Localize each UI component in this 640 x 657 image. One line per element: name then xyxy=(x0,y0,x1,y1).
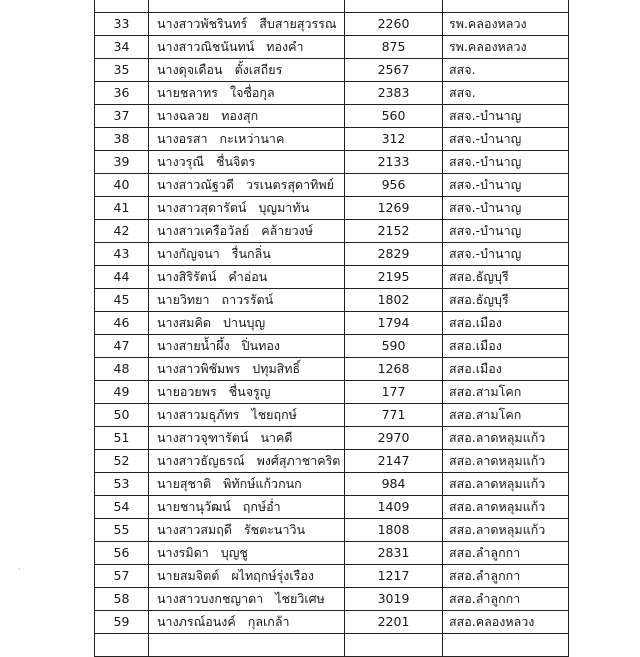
office-cell: สสจ.-บำนาญ xyxy=(443,174,569,197)
given-name: นางสาวจุฑารัตน์ xyxy=(157,430,249,445)
person-name-cell xyxy=(149,634,345,657)
surname: ชื่นจรูญ xyxy=(228,384,271,399)
given-name: นายชลาทร xyxy=(157,85,219,100)
member-id-cell: 2133 xyxy=(345,151,443,174)
office-cell: สสจ.-บำนาญ xyxy=(443,128,569,151)
table-row xyxy=(95,243,569,266)
given-name: นางสมคิด xyxy=(157,315,212,330)
member-id-cell: 2260 xyxy=(345,13,443,36)
office-cell: สสจ. xyxy=(443,59,569,82)
person-name-cell xyxy=(149,542,345,565)
person-name-cell xyxy=(149,220,345,243)
surname: ตั้งเสถียร xyxy=(234,62,283,77)
table-row xyxy=(95,289,569,312)
member-id-cell xyxy=(345,634,443,657)
given-name: นางสาวณัฐวดี xyxy=(157,177,234,192)
office-cell xyxy=(443,634,569,657)
row-number-cell: 40 xyxy=(95,174,149,197)
surname: ไชยฤกษ์ xyxy=(251,407,297,422)
given-name: นางสาวพัชรินทร์ xyxy=(157,16,248,31)
table-row xyxy=(95,36,569,59)
person-name-cell xyxy=(149,496,345,519)
surname: คล้ายวงษ์ xyxy=(261,223,313,238)
surname: บุญชู xyxy=(220,545,248,560)
office-cell: สสจ.-บำนาญ xyxy=(443,105,569,128)
row-number-cell: 59 xyxy=(95,611,149,634)
given-name: นางสาวธัญธรณ์ xyxy=(157,453,245,468)
row-number-cell: 38 xyxy=(95,128,149,151)
member-id-cell: 2147 xyxy=(345,450,443,473)
surname: พงศ์สุภาชาคริต xyxy=(256,453,341,468)
person-name-cell xyxy=(149,266,345,289)
table-row xyxy=(95,197,569,220)
member-id-cell: 312 xyxy=(345,128,443,151)
person-name-cell xyxy=(149,82,345,105)
row-number-cell: 50 xyxy=(95,404,149,427)
row-number-cell: 49 xyxy=(95,381,149,404)
row-number-cell: 43 xyxy=(95,243,149,266)
table-row xyxy=(95,13,569,36)
surname: ปิ่นทอง xyxy=(241,338,280,353)
given-name: นายวิทยา xyxy=(157,292,210,307)
person-name-cell xyxy=(149,151,345,174)
surname: ถาวรรัตน์ xyxy=(221,292,274,307)
surname: คำอ่อน xyxy=(228,269,268,284)
member-id-cell: 2201 xyxy=(345,611,443,634)
person-name-cell xyxy=(149,404,345,427)
row-number-cell: 45 xyxy=(95,289,149,312)
surname: ฤกษ์อ่ำ xyxy=(242,499,281,514)
surname: ทองคำ xyxy=(266,39,304,54)
given-name: นางรมิดา xyxy=(157,545,209,560)
scan-speck: · xyxy=(18,565,21,574)
row-number-cell: 44 xyxy=(95,266,149,289)
table-row xyxy=(95,59,569,82)
surname: ไชยวิเศษ xyxy=(275,591,325,606)
person-name-cell xyxy=(149,565,345,588)
office-cell xyxy=(443,0,569,13)
office-cell: สสจ.-บำนาญ xyxy=(443,151,569,174)
surname: ชื่นจิตร xyxy=(216,154,256,169)
person-name-cell xyxy=(149,174,345,197)
given-name: นางสาวสมฤดี xyxy=(157,522,232,537)
office-cell: สสจ.-บำนาญ xyxy=(443,197,569,220)
surname: รื่นกลิ่น xyxy=(231,246,271,261)
row-number-cell: 55 xyxy=(95,519,149,542)
person-name-cell xyxy=(149,36,345,59)
office-cell: สสอ.ลาดหลุมแก้ว xyxy=(443,496,569,519)
person-name-cell xyxy=(149,128,345,151)
member-id-cell: 2567 xyxy=(345,59,443,82)
member-id-cell: 590 xyxy=(345,335,443,358)
row-number-cell: 57 xyxy=(95,565,149,588)
row-number-cell: 37 xyxy=(95,105,149,128)
table-row xyxy=(95,404,569,427)
given-name: นางสาวสุดารัตน์ xyxy=(157,200,247,215)
table-row xyxy=(95,151,569,174)
office-cell: สสอ.ลำลูกกา xyxy=(443,565,569,588)
person-name-cell xyxy=(149,427,345,450)
table-body xyxy=(95,0,569,657)
person-name-cell xyxy=(149,105,345,128)
person-name-cell xyxy=(149,289,345,312)
office-cell: สสอ.สามโคก xyxy=(443,404,569,427)
office-cell: สสอ.ลาดหลุมแก้ว xyxy=(443,473,569,496)
surname: ใจซื่อกุล xyxy=(230,85,275,100)
row-number-cell: 42 xyxy=(95,220,149,243)
staff-list-table xyxy=(94,0,569,657)
office-cell: สสอ.เมือง xyxy=(443,335,569,358)
given-name: นางอรสา xyxy=(157,131,208,146)
member-id-cell: 1268 xyxy=(345,358,443,381)
member-id-cell: 771 xyxy=(345,404,443,427)
row-number-cell: 36 xyxy=(95,82,149,105)
table-row xyxy=(95,220,569,243)
office-cell: รพ.คลองหลวง xyxy=(443,36,569,59)
row-number-cell: 35 xyxy=(95,59,149,82)
table-row xyxy=(95,335,569,358)
office-cell: สสจ.-บำนาญ xyxy=(443,220,569,243)
person-name-cell xyxy=(149,473,345,496)
given-name: นายสุชาติ xyxy=(157,476,212,491)
given-name: นางสาวบงกชญาดา xyxy=(157,591,264,606)
row-number-cell: 58 xyxy=(95,588,149,611)
table-row xyxy=(95,634,569,657)
office-cell: สสอ.ลาดหลุมแก้ว xyxy=(443,427,569,450)
row-number-cell: 33 xyxy=(95,13,149,36)
table-row xyxy=(95,496,569,519)
row-number-cell: 39 xyxy=(95,151,149,174)
row-number-cell: 53 xyxy=(95,473,149,496)
surname: กะเหว่านาค xyxy=(219,131,285,146)
given-name: นายสมจิตต์ xyxy=(157,568,220,583)
given-name: นางสิริรัตน์ xyxy=(157,269,217,284)
office-cell: สสอ.ลาดหลุมแก้ว xyxy=(443,450,569,473)
person-name-cell xyxy=(149,13,345,36)
member-id-cell: 875 xyxy=(345,36,443,59)
person-name-cell xyxy=(149,59,345,82)
member-id-cell: 560 xyxy=(345,105,443,128)
table-row xyxy=(95,381,569,404)
table-row xyxy=(95,266,569,289)
member-id-cell: 2383 xyxy=(345,82,443,105)
member-id-cell: 984 xyxy=(345,473,443,496)
row-number-cell: 51 xyxy=(95,427,149,450)
table-row xyxy=(95,519,569,542)
person-name-cell xyxy=(149,358,345,381)
given-name: นางสาวเครือวัลย์ xyxy=(157,223,250,238)
member-id-cell: 2970 xyxy=(345,427,443,450)
table-row xyxy=(95,611,569,634)
row-number-cell xyxy=(95,0,149,13)
office-cell: สสอ.ลำลูกกา xyxy=(443,542,569,565)
surname: ปทุมสิทธิ์ xyxy=(252,361,301,376)
table-row xyxy=(95,105,569,128)
person-name-cell xyxy=(149,611,345,634)
table-row xyxy=(95,174,569,197)
table-row xyxy=(95,0,569,13)
table-row xyxy=(95,588,569,611)
table-row xyxy=(95,542,569,565)
person-name-cell xyxy=(149,588,345,611)
member-id-cell: 2829 xyxy=(345,243,443,266)
given-name: นางสาวพิชัมพร xyxy=(157,361,241,376)
member-id-cell: 956 xyxy=(345,174,443,197)
office-cell: สสจ. xyxy=(443,82,569,105)
surname: วรเนตรสุดาทิพย์ xyxy=(245,177,334,192)
person-name-cell xyxy=(149,0,345,13)
member-id-cell: 1794 xyxy=(345,312,443,335)
row-number-cell: 52 xyxy=(95,450,149,473)
surname: ผไทฤกษ์รุ่งเรือง xyxy=(231,568,314,583)
row-number-cell: 54 xyxy=(95,496,149,519)
member-id-cell: 1802 xyxy=(345,289,443,312)
given-name: นายชานุวัฒน์ xyxy=(157,499,231,514)
office-cell: สสอ.คลองหลวง xyxy=(443,611,569,634)
surname: รัชตะนาวิน xyxy=(243,522,306,537)
surname: บุญมาทัน xyxy=(258,200,310,215)
office-cell: สสจ.-บำนาญ xyxy=(443,243,569,266)
surname: กุลเกล้า xyxy=(247,614,290,629)
member-id-cell xyxy=(345,0,443,13)
given-name: นางภรณ์อนงค์ xyxy=(157,614,236,629)
office-cell: สสอ.เมือง xyxy=(443,358,569,381)
surname: นาคดี xyxy=(260,430,293,445)
row-number-cell: 48 xyxy=(95,358,149,381)
given-name: นางวรุณี xyxy=(157,154,204,169)
given-name: นางสาวณิชนันทน์ xyxy=(157,39,255,54)
given-name: นางฉลวย xyxy=(157,108,210,123)
table-row xyxy=(95,358,569,381)
person-name-cell xyxy=(149,197,345,220)
given-name: นางสาวมธุภัทร xyxy=(157,407,240,422)
member-id-cell: 3019 xyxy=(345,588,443,611)
member-id-cell: 1269 xyxy=(345,197,443,220)
surname: ทองสุก xyxy=(221,108,259,123)
table-row xyxy=(95,82,569,105)
given-name: นางสายน้ำผึ้ง xyxy=(157,338,230,353)
table-row xyxy=(95,312,569,335)
person-name-cell xyxy=(149,450,345,473)
row-number-cell: 56 xyxy=(95,542,149,565)
office-cell: สสอ.ลำลูกกา xyxy=(443,588,569,611)
person-name-cell xyxy=(149,312,345,335)
member-id-cell: 1808 xyxy=(345,519,443,542)
row-number-cell xyxy=(95,634,149,657)
row-number-cell: 34 xyxy=(95,36,149,59)
given-name: นายอวยพร xyxy=(157,384,217,399)
row-number-cell: 47 xyxy=(95,335,149,358)
person-name-cell xyxy=(149,381,345,404)
office-cell: สสอ.ธัญบุรี xyxy=(443,266,569,289)
member-id-cell: 2152 xyxy=(345,220,443,243)
table-row xyxy=(95,565,569,588)
table-row xyxy=(95,473,569,496)
person-name-cell xyxy=(149,519,345,542)
member-id-cell: 2831 xyxy=(345,542,443,565)
person-name-cell xyxy=(149,335,345,358)
office-cell: สสอ.เมือง xyxy=(443,312,569,335)
member-id-cell: 2195 xyxy=(345,266,443,289)
table-row xyxy=(95,427,569,450)
row-number-cell: 46 xyxy=(95,312,149,335)
office-cell: สสอ.ลาดหลุมแก้ว xyxy=(443,519,569,542)
office-cell: สสอ.ธัญบุรี xyxy=(443,289,569,312)
member-id-cell: 1409 xyxy=(345,496,443,519)
row-number-cell: 41 xyxy=(95,197,149,220)
given-name: นางดุจเดือน xyxy=(157,62,223,77)
surname: สืบสายสุวรรณ xyxy=(259,16,337,31)
given-name: นางกัญจนา xyxy=(157,246,220,261)
table-row xyxy=(95,128,569,151)
table-row xyxy=(95,450,569,473)
office-cell: สสอ.สามโคก xyxy=(443,381,569,404)
office-cell: รพ.คลองหลวง xyxy=(443,13,569,36)
surname: ปานบุญ xyxy=(223,315,266,330)
person-name-cell xyxy=(149,243,345,266)
member-id-cell: 1217 xyxy=(345,565,443,588)
member-id-cell: 177 xyxy=(345,381,443,404)
surname: พิทักษ์แก้วกนก xyxy=(223,476,302,491)
